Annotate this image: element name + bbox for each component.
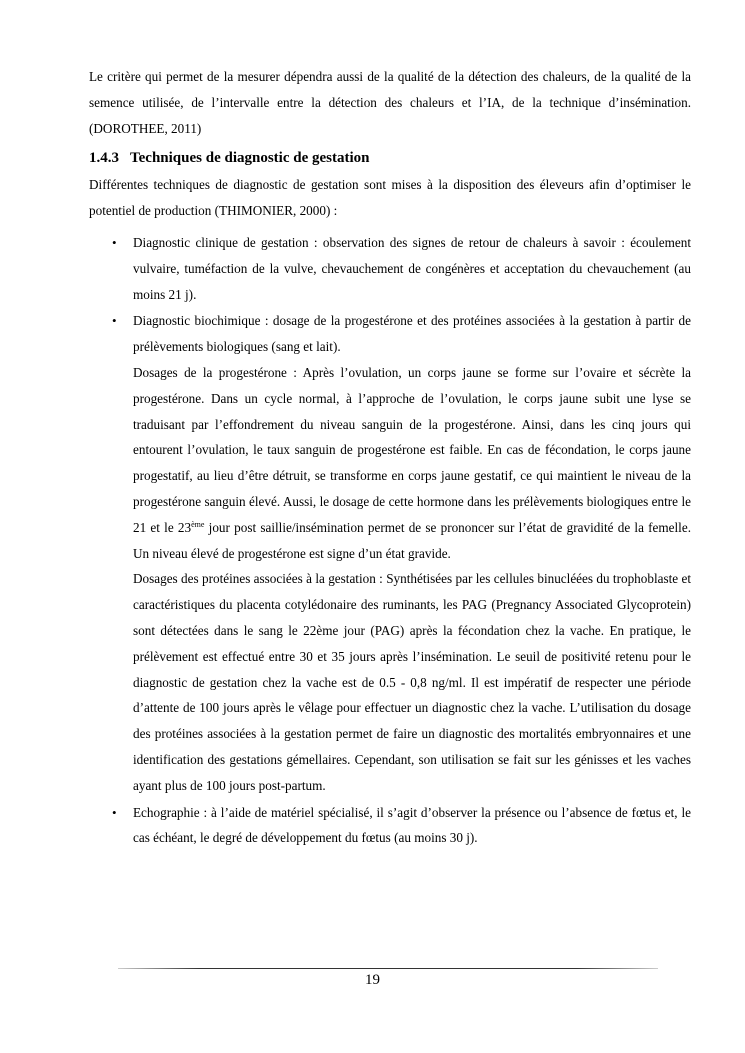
section-heading	[89, 147, 691, 169]
techniques-list	[89, 230, 691, 851]
list-item-ultrasound	[89, 800, 691, 852]
intro-paragraph: Le critère qui permet de la mesurer dépendra aussi de la qualité de la détection des chaleurs, de la qualité de la semence utilisée, de l’intervalle entre la détection des chaleurs et l’IA, de la technique d’insémination. (DOROTHEE, 2011)	[89, 69, 691, 136]
biochemical-text: Diagnostic biochimique : dosage de la progestérone et des protéines associées à la gestation à partir de prélèvements biologiques (sang et lait).	[133, 313, 691, 355]
progesterone-paragraph	[133, 360, 691, 566]
page-body	[89, 64, 691, 852]
section-title: Techniques de diagnostic de gestation	[130, 150, 370, 167]
progesterone-superscript: ème	[191, 519, 205, 529]
clinical-text: Diagnostic clinique de gestation : observation des signes de retour de chaleurs à savoir : écoulement vulvaire, tuméfaction de la vulve, chevauchement de congénères et acceptation du chevauchement (au moins 21 j).	[133, 234, 691, 302]
list-item-biochemical	[89, 308, 691, 798]
progesterone-text-b: jour post saillie/insémination permet de se prononcer sur l’état de gravidité de la femelle. Un niveau élevé de progestérone est signe d’un état gravide.	[133, 519, 691, 561]
footer-divider	[118, 968, 658, 969]
lead-paragraph: Différentes techniques de diagnostic de gestation sont mises à la disposition des éleveurs afin d’optimiser le potentiel de production (THIMONIER, 2000) :	[89, 177, 691, 219]
page-number: 19	[365, 972, 380, 988]
list-item-clinical	[89, 230, 691, 307]
progesterone-text-a: Dosages de la progestérone : Après l’ovulation, un corps jaune se forme sur l’ovaire et sécrète la progestérone. Dans un cycle normal, à l’approche de l’ovulation, le corps jaune subit une lyse se traduisant par l’effondrement du niveau sanguin de la progestérone. Ainsi, dans les cinq jours qui entourent l’ovulation, le taux sanguin de progestérone est faible. En cas de fécondation, le corps jaune progestatif, au lieu d’être détruit, se transforme en corps jaune gestatif, ce qui maintient le niveau de la progestérone sanguin élevé. Aussi, le dosage de cette hormone dans les prélèvements biologiques entre le 21 et le 23	[133, 364, 691, 535]
bullet-icon: •	[112, 313, 117, 329]
bullet-icon: •	[112, 804, 117, 820]
ultrasound-text: Echographie : à l’aide de matériel spécialisé, il s’agit d’observer la présence ou l’absence de fœtus et, le cas échéant, le degré de développement du fœtus (au moins 30 j).	[133, 804, 691, 846]
section-number: 1.4.3	[89, 150, 119, 167]
proteins-paragraph: Dosages des protéines associées à la gestation : Synthétisées par les cellules binucléées du trophoblaste et caractéristiques du placenta cotylédonaire des ruminants, les PAG (Pregnancy Associated Glycoprotein) sont détectées dans le sang le 22ème jour (PAG) après la fécondation chez la vache. En pratique, le prélèvement est effectué entre 30 et 35 jours après l’insémination. Le seuil de positivité retenu pour le diagnostic de gestation chez la vache est de 0.5 - 0,8 ng/ml. Il est impératif de respecter une période d’attente de 100 jours après le vêlage pour effectuer un diagnostic chez la vache. L’utilisation du dosage des protéines associées à la gestation permet de faire un diagnostic des mortalités embryonnaires et une identification des gestations gémellaires. Cependant, son utilisation se fait sur les génisses et les vaches ayant plus de 100 jours post-partum.	[133, 571, 691, 793]
bullet-icon: •	[112, 234, 117, 250]
